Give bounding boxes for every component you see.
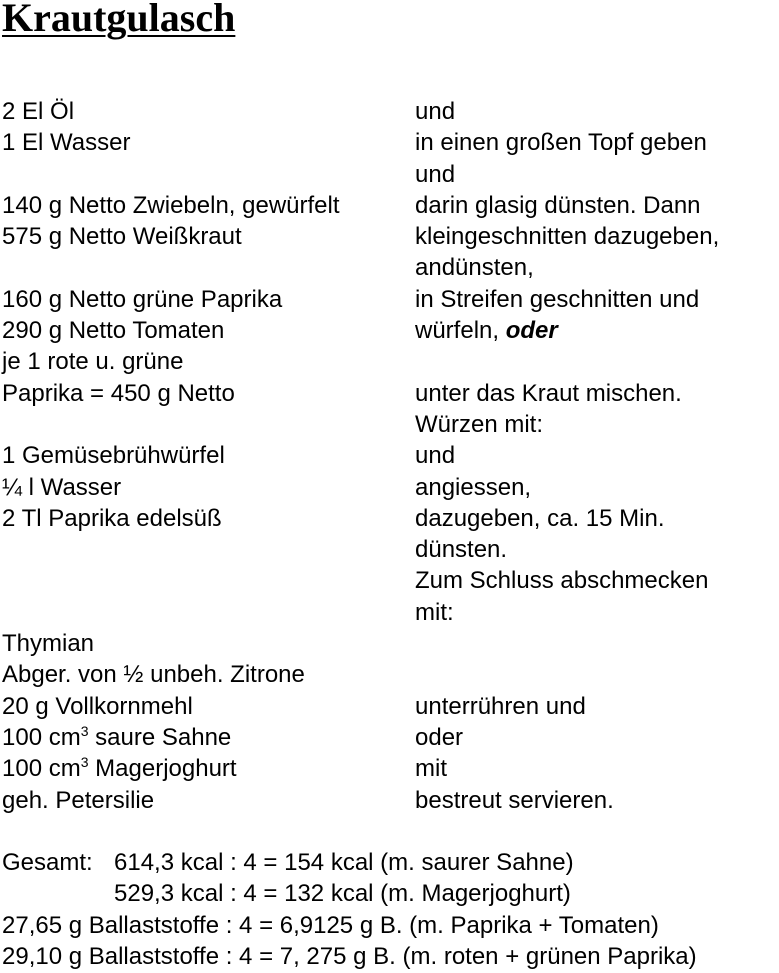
totals-kcal-joghurt: 529,3 kcal : 4 = 132 kcal (m. Magerjoghurt): [114, 880, 571, 908]
ingredient-text: 100 cm: [2, 723, 81, 751]
totals-label: Gesamt:: [2, 849, 93, 876]
ingredient: Abger. von ½ unbeh. Zitrone: [2, 661, 305, 689]
ingredient: 1 El Wasser: [2, 129, 131, 157]
instruction: dazugeben, ca. 15 Min.: [415, 504, 665, 532]
recipe-row: [2, 722, 779, 753]
instruction: Zum Schluss abschmecken: [415, 567, 709, 595]
recipe-row: [2, 190, 779, 221]
instruction: und: [415, 98, 456, 125]
superscript: 3: [80, 754, 89, 771]
recipe-row: [2, 440, 779, 471]
instruction: bestreut servieren.: [415, 786, 614, 814]
instruction: angiessen,: [415, 473, 532, 501]
recipe-row: [2, 691, 779, 722]
totals-row: [2, 878, 779, 909]
ingredient: Paprika = 450 g Netto: [2, 379, 235, 407]
instruction: mit: [415, 755, 447, 783]
recipe-row: [2, 597, 779, 628]
recipe-row: [2, 252, 779, 283]
totals-fiber-tomaten: 27,65 g Ballaststoffe : 4 = 6,9125 g B. (m. Paprika + Tomaten): [2, 911, 659, 939]
ingredient: 2 Tl Paprika edelsüß: [2, 504, 222, 532]
totals-kcal-sahne: 614,3 kcal : 4 = 154 kcal (m. saurer Sahne): [114, 849, 574, 876]
instruction: mit:: [415, 598, 454, 626]
instruction: und: [415, 160, 456, 188]
ingredient: 575 g Netto Weißkraut: [2, 223, 242, 251]
recipe-title: Krautgulasch: [2, 0, 236, 40]
recipe-row: [2, 409, 779, 440]
recipe-row: [2, 159, 779, 190]
ingredient: 140 g Netto Zwiebeln, gewürfelt: [2, 191, 340, 219]
recipe-row: [2, 378, 779, 409]
instruction: unter das Kraut mischen.: [415, 379, 682, 407]
totals-row: [2, 847, 779, 878]
recipe-row: [2, 96, 779, 127]
recipe-row: [2, 628, 779, 659]
recipe-row: [2, 659, 779, 690]
recipe-row: [2, 503, 779, 534]
recipe-row: [2, 472, 779, 503]
instruction: und: [415, 442, 456, 470]
totals-row: [2, 910, 779, 941]
recipe-row: [2, 346, 779, 377]
recipe-steps: [2, 96, 779, 816]
ingredient-text: 100 cm: [2, 755, 81, 783]
ingredient: 290 g Netto Tomaten: [2, 317, 225, 345]
ingredient: [2, 722, 231, 753]
nutrition-totals: [2, 847, 779, 972]
instruction: darin glasig dünsten. Dann: [415, 191, 701, 219]
instruction-emphasis: oder: [505, 317, 558, 345]
recipe-row: [2, 284, 779, 315]
ingredient: je 1 rote u. grüne: [2, 348, 184, 376]
instruction: unterrühren und: [415, 692, 586, 720]
ingredient-text-rest: Magerjoghurt: [88, 755, 237, 783]
totals-fiber-paprika: 29,10 g Ballaststoffe : 4 = 7, 275 g B. (m. roten + grünen Paprika): [2, 942, 697, 970]
totals-row: [2, 941, 779, 972]
instruction: dünsten.: [415, 536, 508, 564]
ingredient: [2, 753, 237, 784]
instruction: in einen großen Topf geben: [415, 129, 707, 157]
ingredient: geh. Petersilie: [2, 786, 155, 814]
instruction: [415, 315, 558, 346]
ingredient: Thymian: [2, 630, 95, 658]
ingredient: ¼ l Wasser: [2, 473, 122, 501]
instruction: in Streifen geschnitten und: [415, 285, 700, 313]
recipe-row: [2, 565, 779, 596]
instruction: Würzen mit:: [415, 410, 544, 438]
recipe-row: [2, 127, 779, 158]
ingredient-text-rest: saure Sahne: [88, 723, 232, 751]
recipe-row: [2, 753, 779, 784]
ingredient: 160 g Netto grüne Paprika: [2, 285, 283, 313]
instruction: kleingeschnitten dazugeben,: [415, 223, 720, 251]
recipe-row: [2, 534, 779, 565]
ingredient: 2 El Öl: [2, 98, 75, 125]
instruction: oder: [415, 723, 464, 751]
ingredient: 1 Gemüsebrühwürfel: [2, 442, 225, 470]
superscript: 3: [80, 722, 89, 739]
recipe-row: [2, 221, 779, 252]
ingredient: 20 g Vollkornmehl: [2, 692, 193, 720]
recipe-row: [2, 315, 779, 346]
instruction: andünsten,: [415, 254, 534, 282]
recipe-row: [2, 785, 779, 816]
instruction-text: würfeln,: [415, 317, 500, 345]
